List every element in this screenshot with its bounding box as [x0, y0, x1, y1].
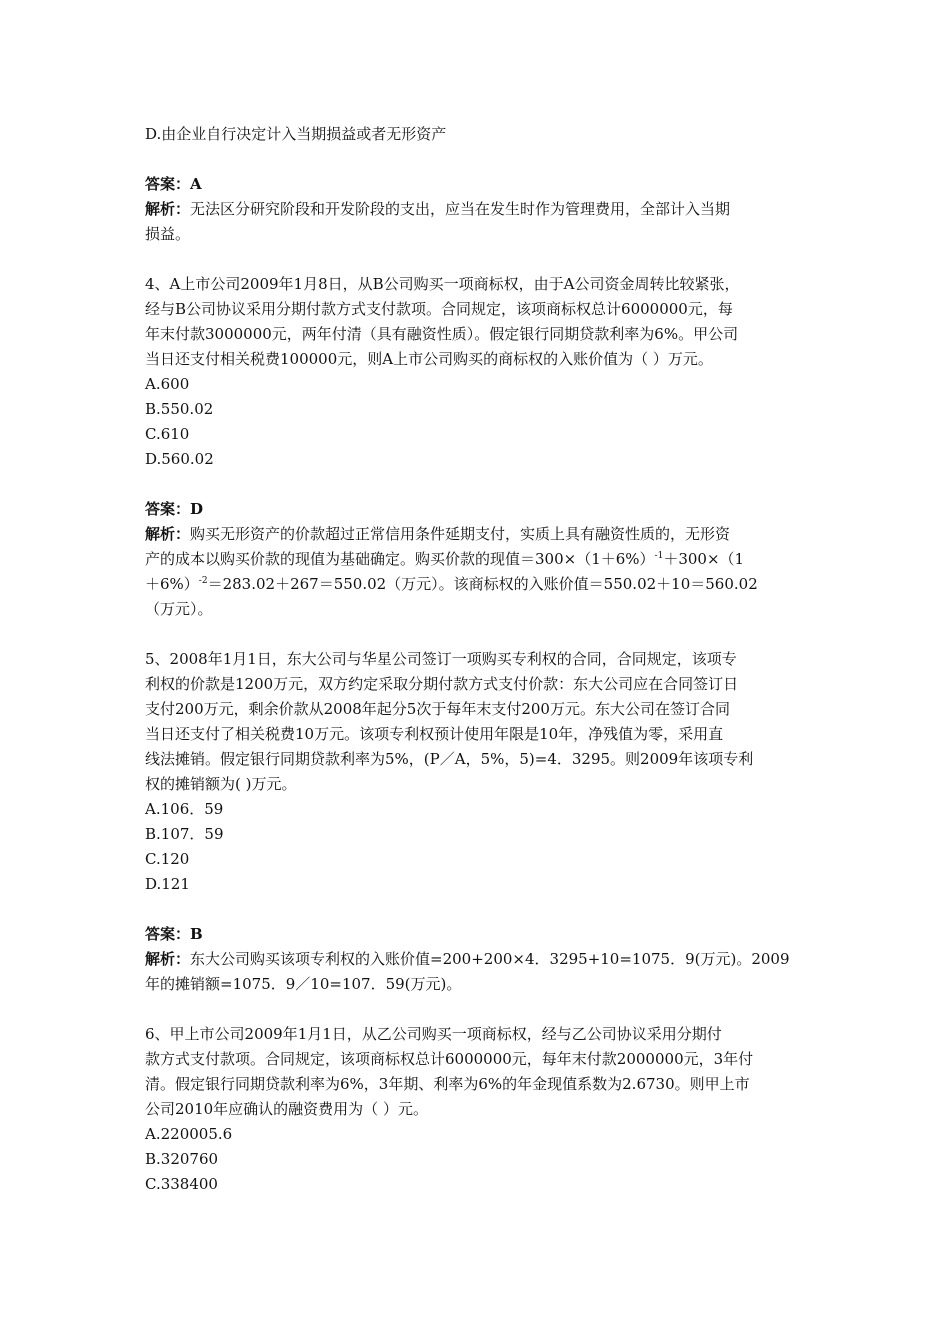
q6-stem-line-1: 6、甲上市公司2009年1月1日，从乙公司购买一项商标权，经与乙公司协议采用分期付 — [145, 1025, 722, 1043]
q3-option-d: D.由企业自行决定计入当期损益或者无形资产 — [145, 125, 447, 143]
q3-answer — [145, 172, 815, 197]
q4-analysis-text: 购买无形资产的价款超过正常信用条件延期支付，实质上具有融资性质的，无形资 — [190, 525, 731, 543]
q4-option-d: D.560.02 — [145, 450, 214, 468]
q4-analysis-text-2b: ＋300×（1 — [663, 550, 745, 568]
q4-analysis-line-3 — [145, 572, 815, 597]
q5-answer-label: 答案： — [145, 925, 191, 943]
q3-answer-label: 答案： — [145, 175, 191, 193]
q4-analysis-text-3b: ＝283.02＋267＝550.02（万元）。该商标权的入账价值＝550.02＋10＝560.02 — [207, 575, 758, 593]
q4-answer-value: D — [190, 500, 204, 518]
q4-stem-line-4: 当日还支付相关税费100000元，则A上市公司购买的商标权的入账价值为（ ）万元。 — [145, 350, 713, 368]
q4-exponent-2: -2 — [198, 576, 208, 586]
q5-stem-line-1: 5、2008年1月1日，东大公司与华星公司签订一项购买专利权的合同，合同规定，该项专 — [145, 650, 737, 668]
q6-stem-line-4: 公司2010年应确认的融资费用为（ ）元。 — [145, 1100, 428, 1118]
q5-analysis-label: 解析： — [145, 950, 191, 968]
q6-option-b: B.320760 — [145, 1150, 219, 1168]
q4-analysis-text-2: 产的成本以购买价款的现值为基础确定。购买价款的现值＝300×（1＋6%） — [145, 550, 655, 568]
q3-analysis-line-1 — [145, 197, 815, 222]
q4-analysis-line-4: （万元）。 — [145, 600, 213, 618]
q5-analysis-text: 东大公司购买该项专利权的入账价值=200+200×4．3295+10=1075．9(万元)。2009 — [190, 950, 790, 968]
q5-answer-value: B — [190, 925, 203, 943]
q5-option-c: C.120 — [145, 850, 190, 868]
q3-analysis-line-2: 损益。 — [145, 225, 191, 243]
q3-answer-value: A — [190, 175, 202, 193]
q4-answer-label: 答案： — [145, 500, 191, 518]
q3-analysis-text: 无法区分研究阶段和开发阶段的支出，应当在发生时作为管理费用，全部计入当期 — [190, 200, 731, 218]
q4-analysis-label: 解析： — [145, 525, 191, 543]
q5-option-b: B.107．59 — [145, 825, 224, 843]
q5-analysis-line-1 — [145, 947, 815, 972]
q4-stem-line-2: 经与B公司协议采用分期付款方式支付款项。合同规定，该项商标权总计6000000元，每 — [145, 300, 733, 318]
q4-option-b: B.550.02 — [145, 400, 214, 418]
q5-stem-line-6: 权的摊销额为( )万元。 — [145, 775, 297, 793]
q5-stem-line-4: 当日还支付了相关税费10万元。该项专利权预计使用年限是10年，净残值为零，采用直 — [145, 725, 724, 743]
q6-option-a: A.220005.6 — [145, 1125, 233, 1143]
q4-option-a: A.600 — [145, 375, 190, 393]
q6-stem-line-3: 清。假定银行同期贷款利率为6%，3年期、利率为6%的年金现值系数为2.6730。则甲上市 — [145, 1075, 750, 1093]
q4-option-c: C.610 — [145, 425, 190, 443]
q4-analysis-text-3: ＋6%） — [145, 575, 199, 593]
q5-option-d: D.121 — [145, 875, 190, 893]
q5-stem-line-5: 线法摊销。假定银行同期贷款利率为5%，(P／A，5%，5)=4．3295。则2009年该项专利 — [145, 750, 754, 768]
q4-analysis-line-2 — [145, 547, 815, 572]
q5-answer — [145, 922, 815, 947]
q4-stem-line-1: 4、A上市公司2009年1月8日，从B公司购买一项商标权，由于A公司资金周转比较紧张， — [145, 275, 740, 293]
q4-answer — [145, 497, 815, 522]
q6-stem-line-2: 款方式支付款项。合同规定，该项商标权总计6000000元，每年末付款2000000元，3年付 — [145, 1050, 754, 1068]
q5-stem-line-3: 支付200万元，剩余价款从2008年起分5次于每年末支付200万元。东大公司在签订合同 — [145, 700, 730, 718]
document-page — [145, 122, 815, 1197]
q5-analysis-line-2: 年的摊销额=1075．9／10=107．59(万元)。 — [145, 975, 462, 993]
q3-analysis-label: 解析： — [145, 200, 191, 218]
q4-stem-line-3: 年末付款3000000元，两年付清（具有融资性质）。假定银行同期贷款利率为6%。甲公司 — [145, 325, 739, 343]
q5-option-a: A.106．59 — [145, 800, 224, 818]
q6-option-c: C.338400 — [145, 1175, 218, 1193]
q5-stem-line-2: 利权的价款是1200万元，双方约定采取分期付款方式支付价款：东大公司应在合同签订日 — [145, 675, 739, 693]
q4-analysis-line-1 — [145, 522, 815, 547]
q4-exponent-1: -1 — [654, 551, 664, 561]
